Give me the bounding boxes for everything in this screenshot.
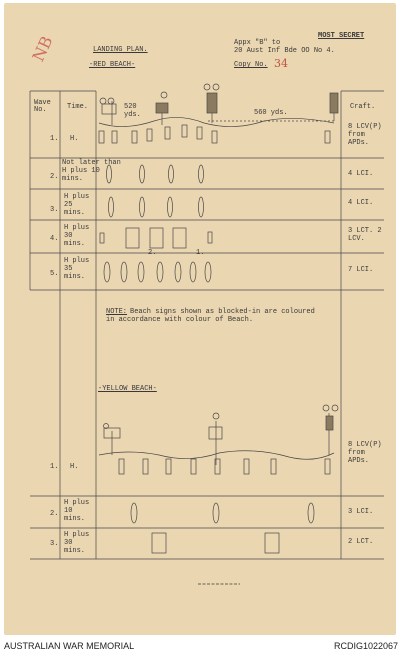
- classification-label: MOST SECRET: [318, 32, 365, 40]
- lcvp-craft: [244, 459, 249, 474]
- lci-craft: [199, 165, 204, 183]
- lci-craft: [140, 197, 145, 217]
- lci-craft: [104, 262, 110, 282]
- distance-left-label: 520 yds.: [124, 103, 141, 119]
- note-text: Beach signs shown as blocked-in are coloured: [130, 308, 315, 316]
- wave-number: 3.: [50, 206, 59, 214]
- lct-craft: [265, 533, 279, 553]
- lcvp-craft: [112, 131, 117, 143]
- handwritten-mark: NB: [28, 33, 57, 65]
- page-title: LANDING PLAN.: [93, 46, 148, 54]
- appendix-line-1: Appx "B" to: [234, 39, 281, 47]
- lct-craft: [126, 228, 139, 248]
- copy-label: Copy No.: [234, 61, 268, 69]
- lci-craft: [140, 165, 145, 183]
- footer-bar: [0, 637, 402, 654]
- signal-light-icon: [332, 405, 338, 411]
- lcvp-craft: [325, 131, 330, 143]
- wave-number: 2.: [50, 510, 59, 518]
- lci-craft: [138, 262, 144, 282]
- beach-sign-board: [326, 416, 333, 430]
- lcvp-craft: [99, 131, 104, 143]
- lci-craft: [157, 262, 163, 282]
- footer-credit: AUSTRALIAN WAR MEMORIAL: [4, 641, 135, 651]
- wave-time: H.: [70, 135, 79, 143]
- wave-number: 3.: [50, 540, 59, 548]
- beach-sign-board: [209, 427, 222, 439]
- wave-craft: 4 LCI.: [348, 199, 374, 207]
- lcvp-craft: [271, 459, 276, 474]
- lct-craft: [152, 533, 166, 553]
- lcvp-craft: [325, 459, 330, 474]
- lci-craft: [190, 262, 196, 282]
- distance-right-label: 560 yds.: [254, 109, 288, 117]
- col-wave-header: Wave No.: [34, 99, 51, 114]
- wave-number: 1.: [50, 135, 59, 143]
- document-sheet: [4, 3, 396, 635]
- lci-craft: [175, 262, 181, 282]
- wave-time: H plus 10 mins.: [64, 499, 90, 523]
- lci-craft: [109, 197, 114, 217]
- lci-craft: [308, 503, 314, 523]
- wave-number: 4.: [50, 235, 59, 243]
- lcvp-craft: [147, 129, 152, 141]
- wave-craft: 3 LCT. 2 LCV.: [348, 227, 382, 243]
- end-mark-text: [198, 579, 236, 586]
- wave-craft: 3 LCI.: [348, 508, 374, 516]
- wave-time: H plus 30 mins.: [64, 224, 90, 248]
- lci-craft: [121, 262, 127, 282]
- signal-light-icon: [213, 84, 219, 90]
- red-beach-title: -RED BEACH-: [89, 61, 136, 69]
- appendix-line-2: 20 Aust Inf Bde OO No 4.: [234, 47, 335, 55]
- lci-craft: [205, 262, 211, 282]
- lcvp-craft: [212, 131, 217, 143]
- beach-sign-board: [207, 93, 217, 113]
- lcvp-craft: [132, 131, 137, 143]
- wave-craft: 8 LCV(P) from APDs.: [348, 441, 382, 465]
- signal-light-icon: [108, 98, 114, 104]
- lcv-craft: [100, 233, 104, 243]
- signal-light-icon: [323, 405, 329, 411]
- wave-craft: 7 LCI.: [348, 266, 374, 274]
- lci-craft: [131, 503, 137, 523]
- lcvp-craft: [197, 127, 202, 139]
- lcvp-craft: [191, 459, 196, 474]
- copy-number: 34: [274, 57, 288, 70]
- lci-craft: [199, 197, 204, 217]
- lct-craft: [150, 228, 163, 248]
- beach-sign-board: [102, 104, 116, 114]
- shoreline: [99, 451, 334, 460]
- lcvp-craft: [143, 459, 148, 474]
- wave-time: H plus 30 mins.: [64, 531, 90, 555]
- lci-craft: [169, 165, 174, 183]
- col-time-header: Time.: [67, 103, 89, 111]
- col-craft-header: Craft.: [350, 103, 376, 111]
- lcvp-craft: [165, 127, 170, 139]
- note-text: in accordance with colour of Beach.: [106, 316, 254, 324]
- yellow-beach-title: -YELLOW BEACH-: [98, 385, 157, 393]
- wave-craft: 2 LCT.: [348, 538, 374, 546]
- footer-id: RCDIG1022067: [333, 641, 398, 651]
- wave-number: 2.: [50, 173, 59, 181]
- lci-craft: [213, 503, 219, 523]
- lci-craft: [168, 197, 173, 217]
- wave-number: 5.: [50, 270, 59, 278]
- signal-light-icon: [213, 413, 219, 419]
- wave-craft: 8 LCV(P) from APDs.: [348, 123, 382, 147]
- lcv-craft: [208, 232, 212, 243]
- landing-point-marker: 2.: [148, 249, 157, 257]
- lcvp-craft: [119, 459, 124, 474]
- wave-craft: 4 LCI.: [348, 170, 374, 178]
- note-label: NOTE:: [106, 308, 128, 316]
- lct-craft: [173, 228, 186, 248]
- lcvp-craft: [166, 459, 171, 474]
- signal-light-icon: [204, 84, 210, 90]
- wave-time: H plus 25 mins.: [64, 193, 90, 217]
- signal-light-icon: [100, 98, 106, 104]
- wave-time: H plus 35 mins.: [64, 257, 90, 281]
- lcvp-craft: [182, 125, 187, 137]
- landing-point-marker: 1.: [196, 249, 205, 257]
- wave-number: 1.: [50, 463, 59, 471]
- wave-time: Not later than H plus 10 mins.: [62, 159, 121, 183]
- wave-time: H.: [70, 463, 79, 471]
- signal-light-icon: [161, 92, 167, 98]
- beach-sign-board: [330, 93, 338, 113]
- beach-sign-board: [156, 103, 168, 113]
